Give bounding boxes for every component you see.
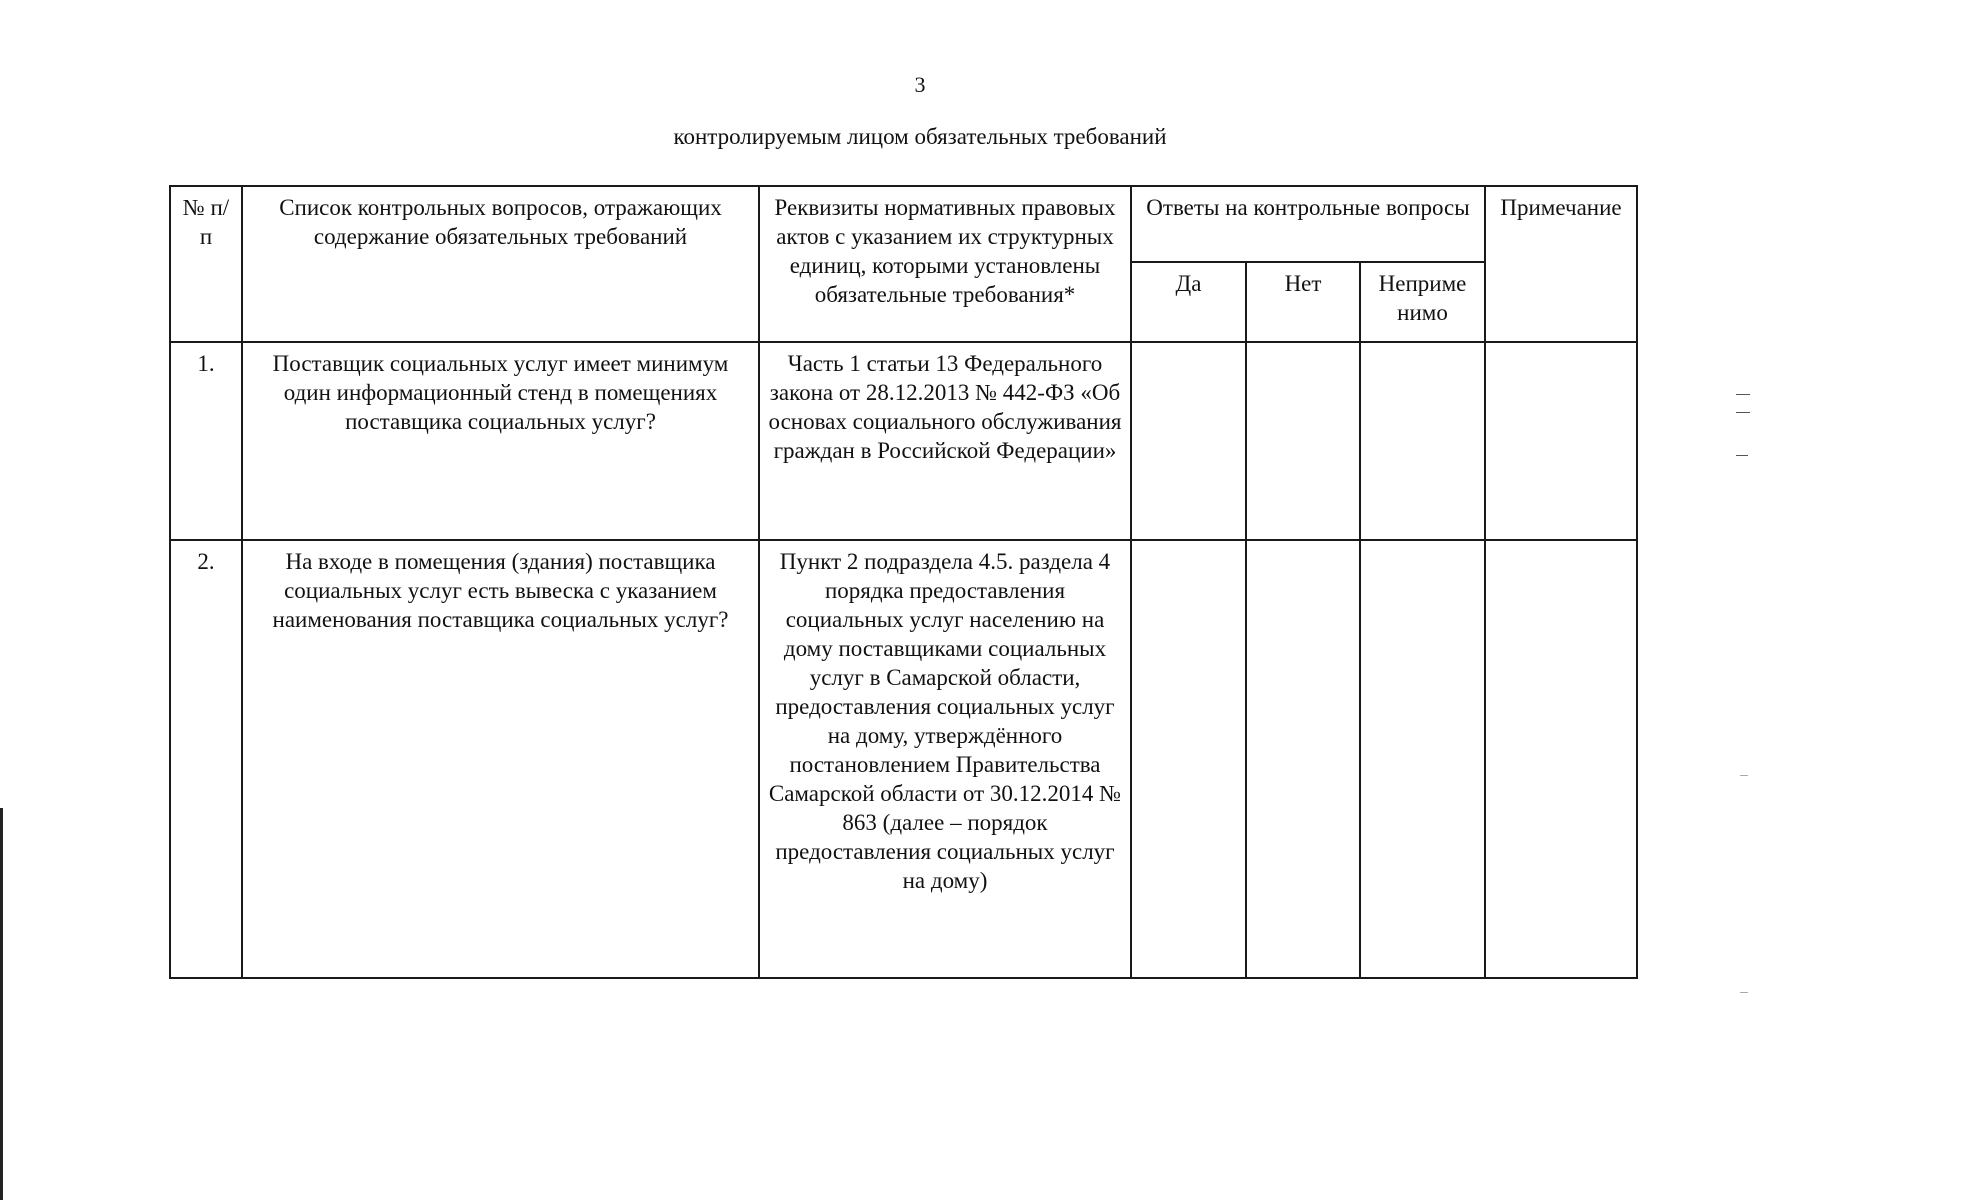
row-note[interactable]	[1485, 540, 1637, 978]
page-subtitle: контролируемым лицом обязательных требований	[673, 124, 1167, 149]
header-note: Примечание	[1485, 186, 1637, 342]
header-num: № п/п	[170, 186, 242, 342]
header-not-applicable: Неприме нимо	[1360, 262, 1485, 342]
checklist-table	[169, 185, 1638, 979]
scan-mark	[1736, 412, 1750, 413]
row-requisite: Часть 1 статьи 13 Федерального закона от 28.12.2013 № 442-ФЗ «Об основах социального обслуживания граждан в Российской Федерации»	[759, 342, 1131, 540]
scan-mark	[1736, 455, 1748, 456]
header-no: Нет	[1246, 262, 1360, 342]
row-answer-not-applicable[interactable]	[1360, 342, 1485, 540]
row-answer-no[interactable]	[1246, 540, 1360, 978]
header-requisites: Реквизиты нормативных правовых актов с указанием их структурных единиц, которыми установлены обязательные требования*	[759, 186, 1131, 342]
row-answer-not-applicable[interactable]	[1360, 540, 1485, 978]
scan-mark	[1740, 992, 1748, 993]
table-row	[170, 540, 1637, 978]
row-answer-yes[interactable]	[1131, 540, 1246, 978]
row-question: На входе в помещения (здания) поставщика социальных услуг есть вывеска с указанием наименования поставщика социальных услуг?	[242, 540, 759, 978]
scan-left-edge	[0, 808, 3, 1200]
row-num: 1.	[170, 342, 242, 540]
row-note[interactable]	[1485, 342, 1637, 540]
table-row	[170, 342, 1637, 540]
scan-mark	[1740, 775, 1748, 776]
row-question: Поставщик социальных услуг имеет минимум один информационный стенд в помещениях поставщика социальных услуг?	[242, 342, 759, 540]
row-answer-no[interactable]	[1246, 342, 1360, 540]
header-answers: Ответы на контрольные вопросы	[1131, 186, 1485, 262]
row-num: 2.	[170, 540, 242, 978]
row-requisite: Пункт 2 подраздела 4.5. раздела 4 порядка предоставления социальных услуг населению на дому поставщиками социальных услуг в Самарской области, предоставления социальных услуг на дому, утверждённого постановлением Правительства Самарской области от 30.12.2014 № 863 (далее – порядок предоставления социальных услуг на дому)	[759, 540, 1131, 978]
header-yes: Да	[1131, 262, 1246, 342]
row-answer-yes[interactable]	[1131, 342, 1246, 540]
table-header-row	[170, 186, 1637, 262]
page-number: 3	[914, 72, 926, 97]
scan-mark	[1736, 394, 1750, 395]
header-questions: Список контрольных вопросов, отражающих содержание обязательных требований	[242, 186, 759, 342]
